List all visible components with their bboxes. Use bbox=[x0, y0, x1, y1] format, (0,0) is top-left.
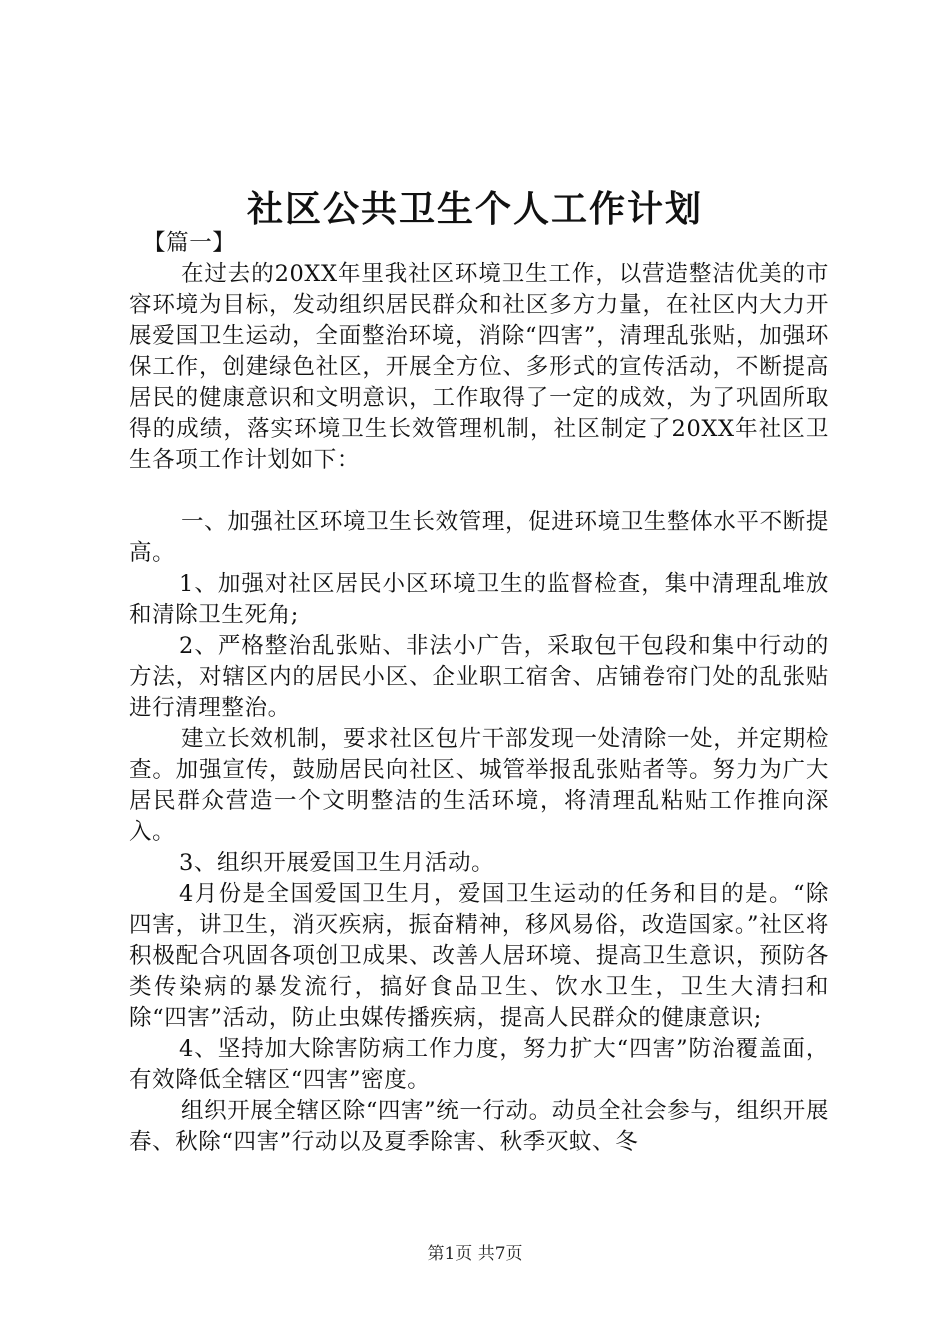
paragraph-mechanism: 建立长效机制，要求社区包片干部发现一处清除一处，并定期检查。加强宣传，鼓励居民向社区、城管举报乱张贴者等。努力为广大居民群众营造一个文明整洁的生活环境，将清理乱粘贴工作推向深入。 bbox=[129, 726, 829, 845]
paragraph-intro: 在过去的20XX年里我社区环境卫生工作，以营造整洁优美的市容环境为目标，发动组织居民群众和社区多方力量，在社区内大力开展爱国卫生运动，全面整治环境，消除“四害”，清理乱张贴，加强环保工作，创建绿色社区，开展全方位、多形式的宣传活动，不断提高居民的健康意识和文明意识，工作取得了一定的成效，为了巩固所取得的成绩，落实环境卫生长效管理机制，社区制定了20XX年社区卫生各项工作计划如下： bbox=[129, 261, 829, 473]
paragraph-gap bbox=[129, 476, 829, 507]
paragraph-item-2: 2、严格整治乱张贴、非法小广告，采取包干包段和集中行动的方法，对辖区内的居民小区、企业职工宿舍、店铺卷帘门处的乱张贴进行清理整治。 bbox=[129, 633, 829, 721]
paragraph-heading-1: 一、加强社区环境卫生长效管理，促进环境卫生整体水平不断提高。 bbox=[129, 509, 829, 566]
paragraph-health-month: 4月份是全国爱国卫生月，爱国卫生运动的任务和目的是。“除四害，讲卫生，消灭疾病，振奋精神，移风易俗，改造国家。”社区将积极配合巩固各项创卫成果、改善人居环境、提高卫生意识，预防各类传染病的暴发流行，搞好食品卫生、饮水卫生，卫生大清扫和除“四害”活动，防止虫媒传播疾病，提高人民群众的健康意识; bbox=[129, 881, 829, 1031]
paragraph-item-1: 1、加强对社区居民小区环境卫生的监督检查，集中清理乱堆放和清除卫生死角; bbox=[129, 571, 829, 628]
paragraph-item-3: 3、组织开展爱国卫生月活动。 bbox=[179, 850, 495, 876]
document-title: 社区公共卫生个人工作计划 bbox=[246, 188, 703, 230]
section-label: 【篇一】 bbox=[143, 230, 236, 256]
document-body bbox=[129, 228, 829, 1158]
paragraph-item-4: 4、坚持加大除害防病工作力度，努力扩大“四害”防治覆盖面，有效降低全辖区“四害”密度。 bbox=[129, 1036, 829, 1093]
page-footer: 第1页 共7页 bbox=[427, 1244, 523, 1264]
paragraph-action: 组织开展全辖区除“四害”统一行动。动员全社会参与，组织开展春、秋除“四害”行动以及夏季除害、秋季灭蚊、冬 bbox=[129, 1098, 829, 1155]
